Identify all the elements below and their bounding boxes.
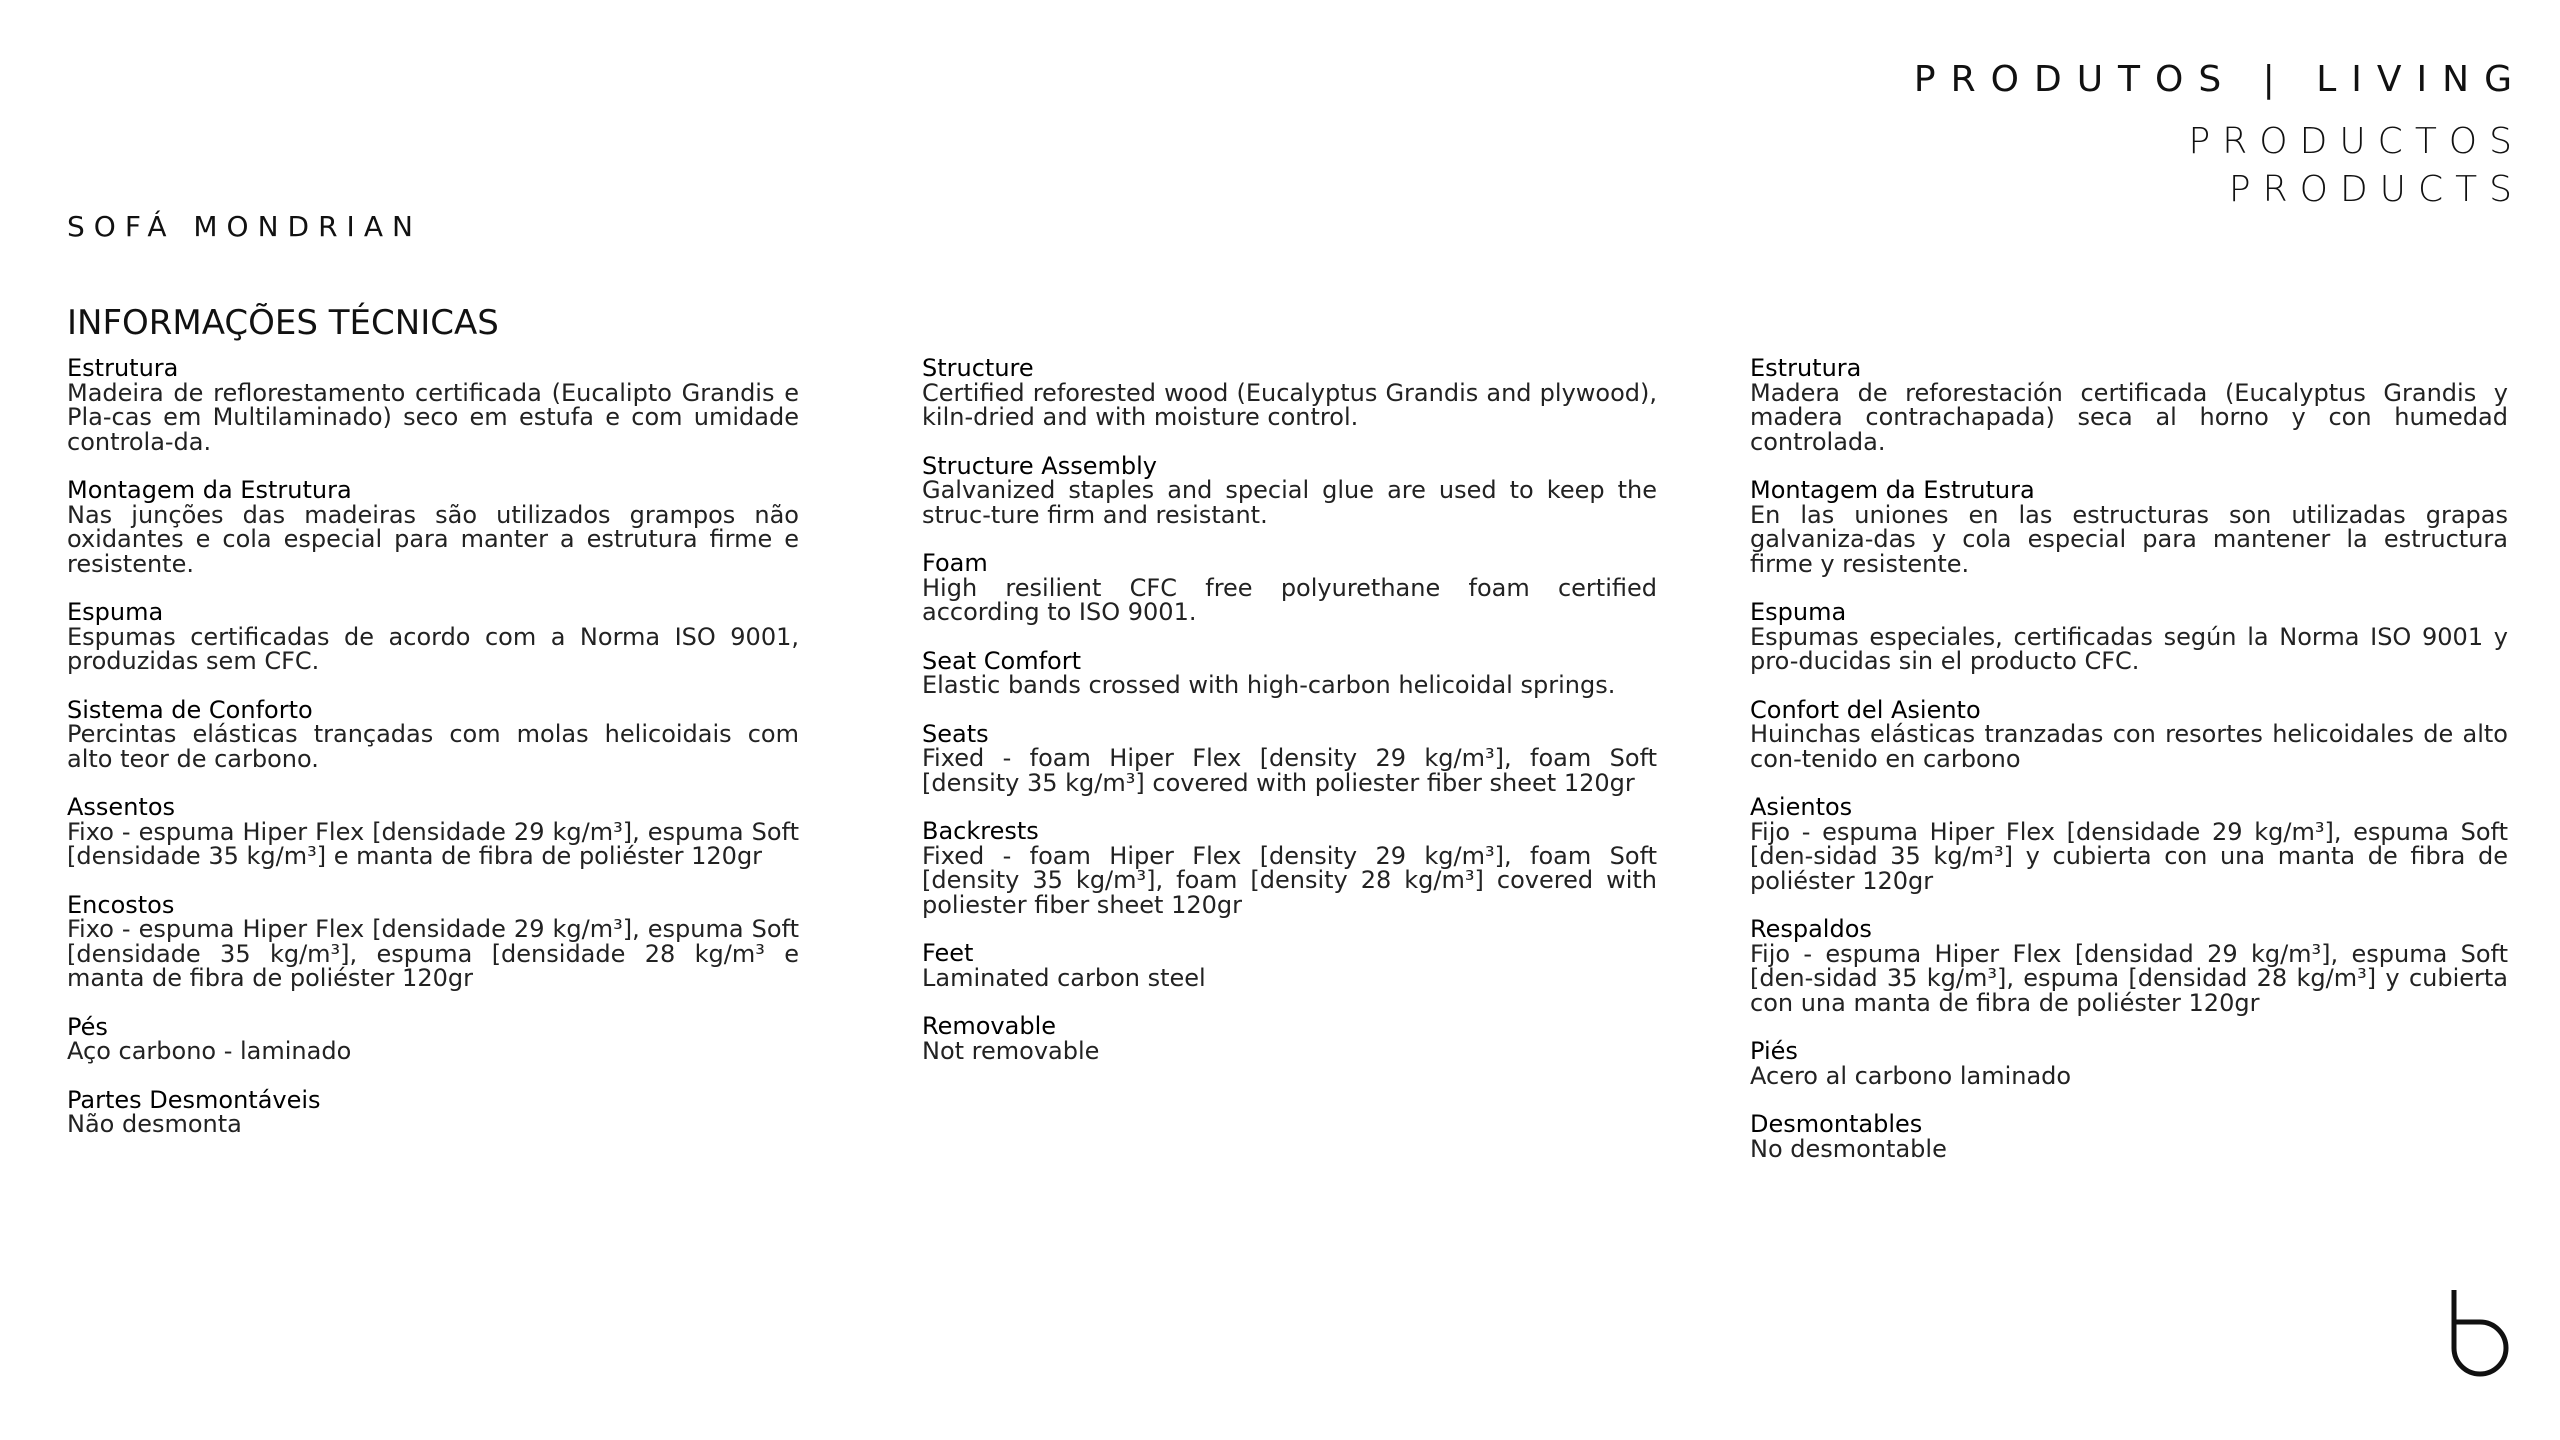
spec-title: Espuma xyxy=(67,598,164,626)
spec-text: Madera de reforestación certificada (Eucalyptus Grandis y madera contrachapada) seca al horno y con humedad controlada. xyxy=(1750,378,2508,456)
spec-title: Montagem da Estrutura xyxy=(67,476,352,504)
header xyxy=(1913,58,2527,214)
spec-title: Seat Comfort xyxy=(922,646,1081,675)
spec-text: Não desmonta xyxy=(67,1110,242,1138)
spec-title: Estrutura xyxy=(1750,354,1862,382)
spec-title: Structure xyxy=(922,354,1034,382)
spec-title: Removable xyxy=(922,1012,1057,1040)
spec-title: Confort del Asiento xyxy=(1750,695,1981,724)
spec-item xyxy=(922,356,1657,430)
spec-text: Espumas especiales, certificadas según la Norma ISO 9001 y pro-ducidas sin el producto CFC. xyxy=(1750,622,2508,675)
spec-item xyxy=(67,1085,799,1138)
spec-text: Percintas elásticas trançadas com molas helicoidais com alto teor de carbono. xyxy=(67,720,799,773)
spec-text: No desmontable xyxy=(1750,1134,1947,1163)
spec-text: Laminated carbon steel xyxy=(922,963,1206,992)
spec-text: Espumas certificadas de acordo com a Norma ISO 9001, produzidas sem CFC. xyxy=(67,622,799,675)
spec-item xyxy=(67,600,799,674)
spec-text: Fijo - espuma Hiper Flex [densidade 29 kg/m³], espuma Soft [den-sidad 35 kg/m³] y cubierta con una manta de fibra de poliéster 120gr xyxy=(1750,817,2508,895)
spec-item xyxy=(922,451,1657,529)
spec-title: Pés xyxy=(67,1012,108,1041)
spec-text: Elastic bands crossed with high-carbon helicoidal springs. xyxy=(922,671,1616,699)
spec-text: Aço carbono - laminado xyxy=(67,1037,352,1065)
subtitle-spanish: PRODUCTOS xyxy=(2188,121,2524,162)
spec-item xyxy=(67,795,799,869)
spec-item xyxy=(1750,356,2508,454)
spec-text: Galvanized staples and special glue are used to keep the struc-ture firm and resistant. xyxy=(922,476,1657,529)
spec-text: Fixo - espuma Hiper Flex [densidade 29 kg/m³], espuma Soft [densidade 35 kg/m³], espuma [densidade 28 kg/m³ e manta de fibra de poliéster 120gr xyxy=(67,915,799,992)
spec-item xyxy=(922,819,1657,917)
spec-title: Backrests xyxy=(922,817,1039,845)
spec-title: Montagem da Estrutura xyxy=(1750,476,2035,504)
spec-title: Espuma xyxy=(1750,598,1847,626)
spec-text: Certified reforested wood (Eucalyptus Grandis and plywood), kiln-dried and with moisture control. xyxy=(922,378,1657,431)
section-heading: INFORMAÇÕES TÉCNICAS xyxy=(67,303,499,343)
page-title: PRODUTOS | LIVING xyxy=(1913,59,2527,100)
spec-text: Not removable xyxy=(922,1036,1100,1065)
specs-column-spanish xyxy=(1750,356,2508,1185)
spec-item xyxy=(1750,600,2508,674)
specs-column-portuguese xyxy=(67,356,799,1161)
spec-text: Nas junções das madeiras são utilizados grampos não oxidantes e cola especial para manter a estrutura firme e resistente. xyxy=(67,500,799,578)
spec-title: Seats xyxy=(922,719,989,748)
brand-b-logo-icon xyxy=(2448,1288,2512,1380)
spec-item xyxy=(67,695,799,773)
specs-column-english xyxy=(922,356,1657,1087)
spec-item xyxy=(1750,695,2508,773)
spec-text: En las uniones en las estructuras son utilizadas grapas galvaniza-das y cola especial para mantener la estructura firme y resistente. xyxy=(1750,500,2508,578)
spec-title: Partes Desmontáveis xyxy=(67,1085,321,1114)
spec-title: Feet xyxy=(922,939,974,967)
spec-title: Respaldos xyxy=(1750,915,1872,943)
subtitle-english: PRODUCTS xyxy=(2228,169,2524,210)
spec-title: Assentos xyxy=(67,793,175,821)
spec-text: Fijo - espuma Hiper Flex [densidad 29 kg/m³], espuma Soft [den-sidad 35 kg/m³], espuma [densidad 28 kg/m³] y cubierta con una manta de fibra de poliéster 120gr xyxy=(1750,939,2508,1017)
spec-title: Sistema de Conforto xyxy=(67,695,313,724)
spec-item xyxy=(67,1012,799,1065)
product-name: SOFÁ MONDRIAN xyxy=(67,210,422,243)
spec-item xyxy=(922,551,1657,625)
spec-text: Acero al carbono laminado xyxy=(1750,1061,2072,1090)
spec-item xyxy=(922,1014,1657,1063)
spec-item xyxy=(1750,1039,2508,1088)
spec-item xyxy=(922,719,1657,797)
spec-item xyxy=(922,941,1657,990)
spec-item xyxy=(1750,795,2508,893)
spec-title: Estrutura xyxy=(67,354,179,382)
page-subtitles xyxy=(1914,118,2524,214)
spec-text: Huinchas elásticas tranzadas con resortes helicoidales de alto con-tenido en carbono xyxy=(1750,720,2508,773)
spec-text: Fixo - espuma Hiper Flex [densidade 29 kg/m³], espuma Soft [densidade 35 kg/m³] e manta de fibra de poliéster 120gr xyxy=(67,817,799,870)
spec-title: Encostos xyxy=(67,890,175,919)
spec-title: Foam xyxy=(922,549,988,577)
spec-title: Piés xyxy=(1750,1037,1798,1065)
spec-text: Fixed - foam Hiper Flex [density 29 kg/m³], foam Soft [density 35 kg/m³], foam [density 28 kg/m³] covered with poliester fiber sheet 120gr xyxy=(922,841,1657,919)
spec-item xyxy=(67,356,799,454)
spec-item xyxy=(1750,478,2508,576)
spec-title: Desmontables xyxy=(1750,1110,1923,1138)
spec-title: Asientos xyxy=(1750,793,1853,821)
spec-item xyxy=(67,478,799,576)
spec-item xyxy=(922,646,1657,699)
spec-item xyxy=(1750,1112,2508,1161)
spec-item xyxy=(1750,917,2508,1015)
spec-text: Madeira de reflorestamento certificada (Eucalipto Grandis e Pla-cas em Multilaminado) seco em estufa e com umidade controla-da. xyxy=(67,378,799,456)
spec-title: Structure Assembly xyxy=(922,451,1157,480)
spec-item xyxy=(67,890,799,992)
spec-text: High resilient CFC free polyurethane foam certified according to ISO 9001. xyxy=(922,573,1657,626)
spec-text: Fixed - foam Hiper Flex [density 29 kg/m³], foam Soft [density 35 kg/m³] covered with poliester fiber sheet 120gr xyxy=(922,744,1657,797)
